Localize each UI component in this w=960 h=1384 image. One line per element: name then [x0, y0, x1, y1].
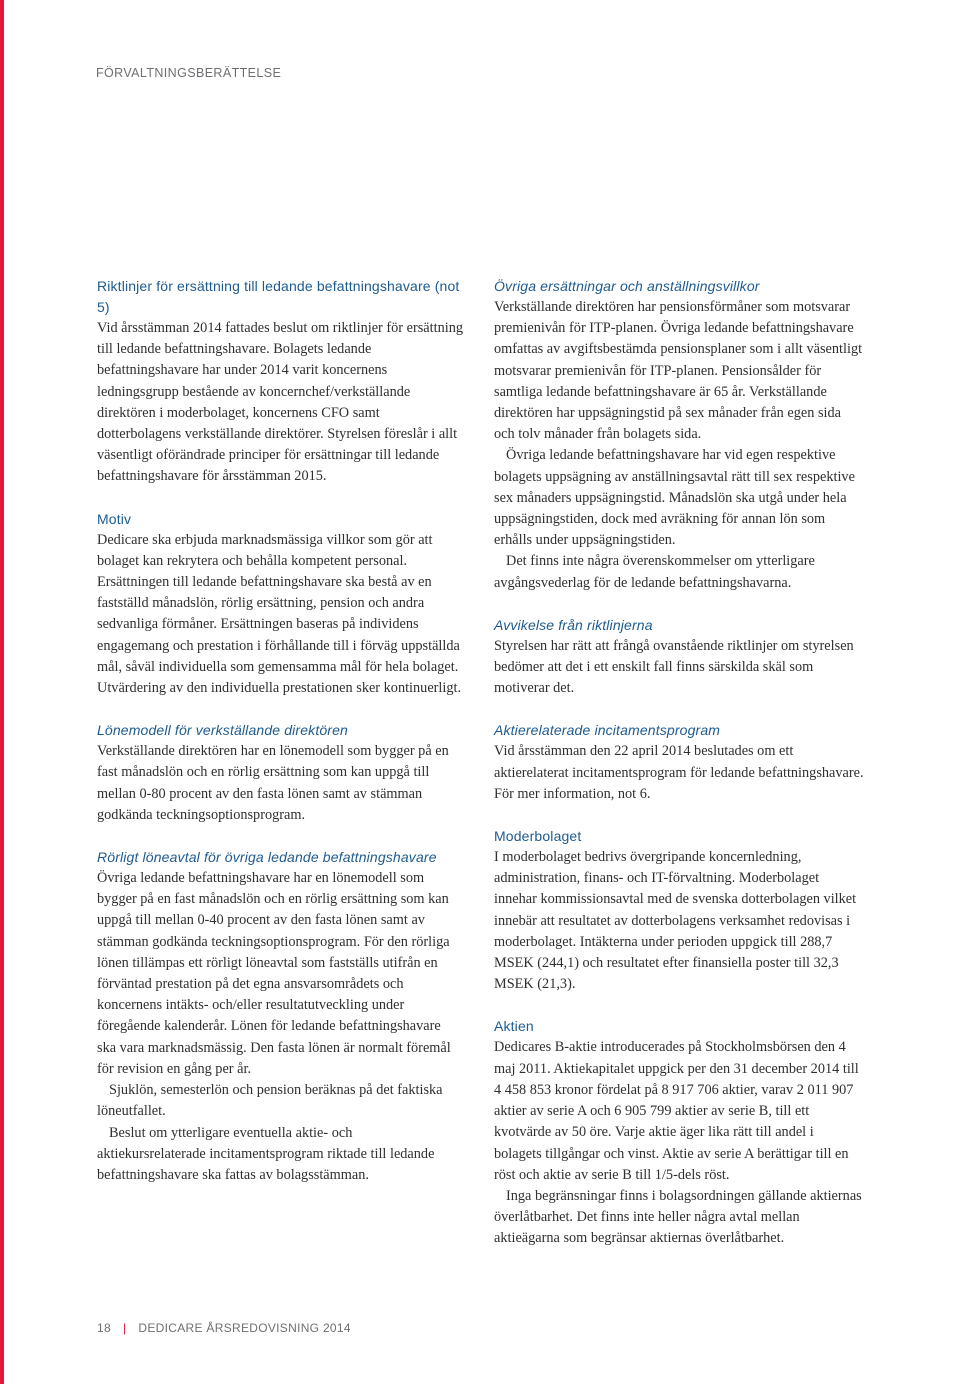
paragraph: Dedicares B-aktie introducerades på Stockholmsbörsen den 4 maj 2011. Aktiekapitalet uppgick per den 31 december 2014 till 4 458 853 kronor fördelat på 8 917 706 aktier, varav 2 011 907 aktier av serie A och 6 905 799 aktier av serie B, till ett kvotvärde av 50 öre. Varje aktie äger lika rätt till andel i bolagets tillgångar och vinst. Aktie av serie A berättigar till en röst och aktie av serie B till 1/5-dels röst. — [494, 1039, 859, 1183]
paragraph: Dedicare ska erbjuda marknadsmässiga villkor som gör att bolaget kan rekrytera och behålla kompetent personal. Ersättningen till ledande befattningshavare ska bestå av en fastställd månadslön, rörlig ersättning, pension och andra sedvanliga förmåner. Ersättningen baseras på individens engagemang och prestation i förhållande till i förväg uppställda mål, såväl individuella som gemensamma mål för hela bolaget. Utvärdering av den individuella prestationen sker kontinuerligt. — [97, 531, 462, 697]
paragraph: Beslut om ytterligare eventuella aktie- och aktiekursrelaterade incitamentsprogram riktade till ledande befattningshavare ska fattas av bolagsstämman. — [97, 1124, 435, 1183]
heading-aktien: Aktien — [494, 1018, 534, 1035]
page-number: 18 — [97, 1321, 111, 1335]
paragraph: I moderbolaget bedrivs övergripande koncernledning, administration, finans- och IT-förvaltning. Moderbolaget innehar kommissionsavtal med de svenska dotterbolagen vilket innebär att resultatet av dotterbolagens verksamhet redovisas i moderbolaget. Intäkterna under perioden uppgick till 288,7 MSEK (244,1) och resultatet efter finansiella poster till 32,3 MSEK (21,3). — [494, 849, 857, 993]
paragraph: Verkställande direktören har en lönemodell som bygger på en fast månadslön och en rörlig ersättning som kan uppgå till mellan 0-80 procent av den fasta lönen samt av stämman godkända teckningsoptionsprogram. — [97, 743, 449, 823]
heading-motiv: Motiv — [97, 510, 132, 527]
section-rorligt-loneavtal — [97, 847, 463, 1186]
heading-rorligt-loneavtal: Rörligt löneavtal för övriga ledande befattningshavare — [97, 849, 437, 866]
publication-title: DEDICARE ÅRSREDOVISNING 2014 — [138, 1321, 351, 1335]
right-column — [494, 276, 864, 1271]
paragraph: Övriga ledande befattningshavare har vid egen respektive bolagets uppsägning av anställningsavtal rätt till sex respektive sex månaders uppsägningstid. Månadslön ska utgå under hela uppsägningstiden, dock med avräkning för annan lön som erhålls under uppsägningstiden. — [494, 447, 855, 549]
section-aktierelaterade — [494, 720, 864, 805]
section-moderbolaget — [494, 826, 864, 995]
section-aktien — [494, 1016, 864, 1249]
heading-lonemodell: Lönemodell för verkställande direktören — [97, 722, 348, 739]
section-label: FÖRVALTNINGSBERÄTTELSE — [96, 66, 282, 80]
section-avvikelse — [494, 615, 864, 700]
paragraph: Övriga ledande befattningshavare har en lönemodell som bygger på en fast månadslön och en rörlig ersättning som kan uppgå till mellan 0-40 procent av den fasta lönen samt av stämman godkända teckningsoptionsprogram. För den rörliga lönen tillämpas ett rörligt löneavtal som fastställs utifrån en förväntad prestation på det egna ansvarsområdets och koncernens intäkts- och/eller resultatutveckling under föregående kalenderår. Lönen för ledande befattningshavare ska vara marknadsmässig. Den fasta lönen är normalt föremål för revision en gång per år. — [97, 870, 451, 1077]
footer-separator: | — [122, 1321, 127, 1335]
paragraph: Vid årsstämman 2014 fattades beslut om riktlinjer för ersättning till ledande befattningshavare. Bolagets ledande befattningshavare har under 2014 varit koncernens ledningsgrupp bestående av koncernchef/verkställande direktören i moderbolaget, koncernens CFO samt dotterbolagens verkställande direktörer. Styrelsen föreslår i allt väsentligt oförändrade principer för ersättningar till ledande befattningshavare för årsstämman 2015. — [97, 320, 464, 485]
section-riktlinjer — [97, 276, 463, 488]
paragraph: Det finns inte några överenskommelser om ytterligare avgångsvederlag för de ledande befattningshavarna. — [494, 553, 815, 591]
heading-riktlinjer: Riktlinjer för ersättning till ledande befattningshavare (not 5) — [97, 278, 460, 315]
section-lonemodell — [97, 720, 463, 826]
heading-ovriga-ersattningar: Övriga ersättningar och anställningsvillkor — [494, 278, 760, 294]
paragraph: Verkställande direktören har pensionsförmåner som motsvarar premienivån för ITP-planen. Övriga ledande befattningshavare omfattas av avgiftsbestämda pensionsplaner som i allt väsentligt motsvarar premienivån för ITP-planen. Pensionsålder för samtliga ledande befattningshavare är 65 år. Verkställande direktören har uppsägningstid på sex månader från egen sida och tolv månader från bolagets sida. — [494, 299, 863, 443]
accent-bar — [0, 0, 4, 1384]
section-motiv — [97, 509, 463, 700]
paragraph: Styrelsen har rätt att frångå ovanstående riktlinjer om styrelsen bedömer att det i ett enskilt fall finns särskilda skäl som motiverar det. — [494, 637, 854, 697]
paragraph: Sjuklön, semesterlön och pension beräknas på det faktiska löneutfallet. — [97, 1082, 443, 1120]
paragraph: Vid årsstämman den 22 april 2014 beslutades om ett aktierelaterat incitamentsprogram för ledande befattningshavare. För mer information, not 6. — [494, 743, 864, 802]
left-column — [97, 276, 463, 1207]
heading-moderbolaget: Moderbolaget — [494, 828, 582, 845]
page-footer — [97, 1321, 351, 1335]
paragraph: Inga begränsningar finns i bolagsordningen gällande aktiernas överlåtbarhet. Det finns inte heller några avtal mellan aktieägarna som begränsar aktiernas överlåtbarhet. — [494, 1187, 862, 1247]
section-ovriga-ersattningar — [494, 276, 864, 594]
heading-aktierelaterade: Aktierelaterade incitamentsprogram — [494, 722, 721, 739]
heading-avvikelse: Avvikelse från riktlinjerna — [494, 616, 653, 633]
